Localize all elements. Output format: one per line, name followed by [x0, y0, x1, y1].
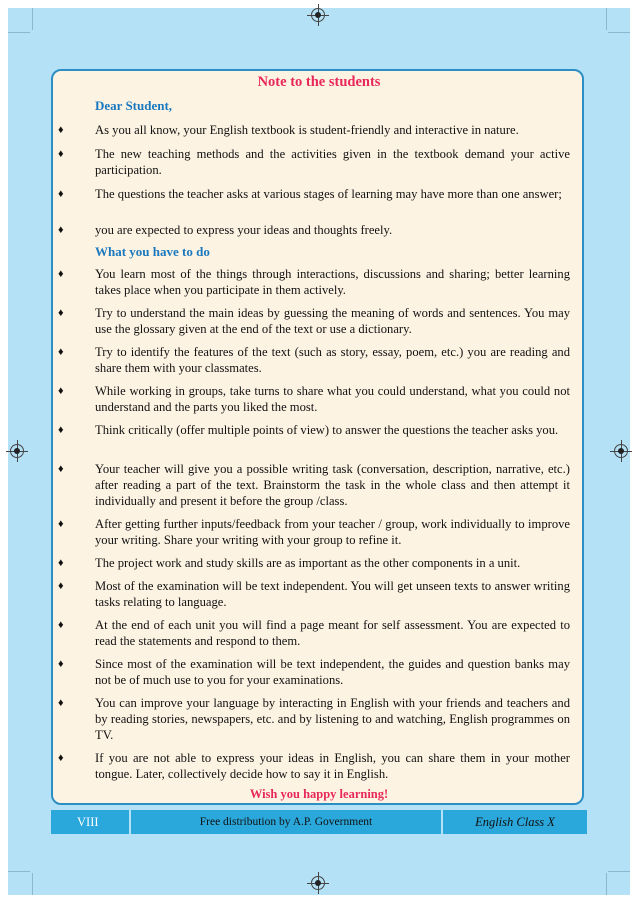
bullet-icon: ♦	[58, 557, 64, 569]
section-heading: What you have to do	[95, 244, 210, 259]
list-item: You can improve your language by interacting in English with your friends and teachers and by reading stories, newspapers, etc. and by listening to and watching, English programmes on TV.	[95, 696, 570, 742]
crop-mark	[608, 871, 630, 872]
list-item: Your teacher will give you a possible writing task (conversation, description, narrative, etc.) after reading a part of the text. Brainstorm the task in the whole class and then attempt it individually and present it before the group /class.	[95, 462, 570, 508]
list-item: The questions the teacher asks at various stages of learning may have more than one answer;	[95, 187, 562, 201]
list-item: Think critically (offer multiple points of view) to answer the questions the teacher asks you.	[95, 423, 559, 437]
crop-mark	[606, 873, 607, 895]
bullet-icon: ♦	[58, 580, 64, 592]
list-item: The project work and study skills are as important as the other components in a unit.	[95, 556, 521, 570]
registration-mark-icon	[311, 8, 325, 22]
list-item: At the end of each unit you will find a page meant for self assessment. You are expected to read the statements and respond to them.	[95, 618, 570, 648]
list-item: After getting further inputs/feedback from your teacher / group, work individually to improve your writing. Share your writing with your group to refine it.	[95, 517, 570, 547]
page-title: Note to the students	[257, 74, 381, 90]
bullet-icon: ♦	[58, 752, 64, 764]
crop-mark	[32, 873, 33, 895]
footer	[51, 810, 587, 834]
bullet-icon: ♦	[58, 268, 64, 280]
footer-distribution: Free distribution by A.P. Government	[131, 810, 441, 834]
bullet-icon: ♦	[58, 346, 64, 358]
bullet-icon: ♦	[58, 424, 64, 436]
crop-mark	[606, 8, 607, 30]
footer-book-title: English Class X	[443, 810, 587, 834]
list-item: As you all know, your English textbook is student-friendly and interactive in nature.	[95, 123, 519, 137]
registration-mark-icon	[311, 876, 325, 890]
list-item: If you are not able to express your ideas in English, you can share them in your mother tongue. Later, collectively decide how to say it in English.	[95, 751, 570, 781]
bullet-icon: ♦	[58, 385, 64, 397]
crop-mark	[608, 32, 630, 33]
bullet-icon: ♦	[58, 658, 64, 670]
bullet-icon: ♦	[58, 307, 64, 319]
list-item: Most of the examination will be text independent. You will get unseen texts to answer writing tasks relating to language.	[95, 579, 570, 609]
bullet-icon: ♦	[58, 619, 64, 631]
list-item: The new teaching methods and the activities given in the textbook demand your active participation.	[95, 147, 570, 177]
list-item: While working in groups, take turns to share what you could understand, what you could not understand and the parts you liked the most.	[95, 384, 570, 414]
registration-mark-icon	[614, 444, 628, 458]
registration-mark-icon	[10, 444, 24, 458]
list-item: you are expected to express your ideas and thoughts freely.	[95, 223, 393, 237]
bullet-icon: ♦	[58, 518, 64, 530]
list-item: Try to understand the main ideas by guessing the meaning of words and sentences. You may use the glossary given at the end of the text or use a dictionary.	[95, 306, 570, 336]
bullet-icon: ♦	[58, 224, 64, 236]
salutation: Dear Student,	[95, 98, 173, 113]
page-number: VIII	[51, 810, 129, 834]
bullet-icon: ♦	[58, 124, 64, 136]
closing-line: Wish you happy learning!	[249, 787, 389, 801]
crop-mark	[32, 8, 33, 30]
bullet-icon: ♦	[58, 188, 64, 200]
bullet-icon: ♦	[58, 148, 64, 160]
crop-mark	[8, 32, 30, 33]
list-item: Since most of the examination will be text independent, the guides and question banks may not be of much use to you for your examinations.	[95, 657, 570, 687]
bullet-icon: ♦	[58, 463, 64, 475]
list-item: Try to identify the features of the text (such as story, essay, poem, etc.) you are reading and share them with your classmates.	[95, 345, 570, 375]
list-item: You learn most of the things through interactions, discussions and sharing; better learning takes place when you participate in them actively.	[95, 267, 570, 297]
bullet-icon: ♦	[58, 697, 64, 709]
crop-mark	[8, 871, 30, 872]
